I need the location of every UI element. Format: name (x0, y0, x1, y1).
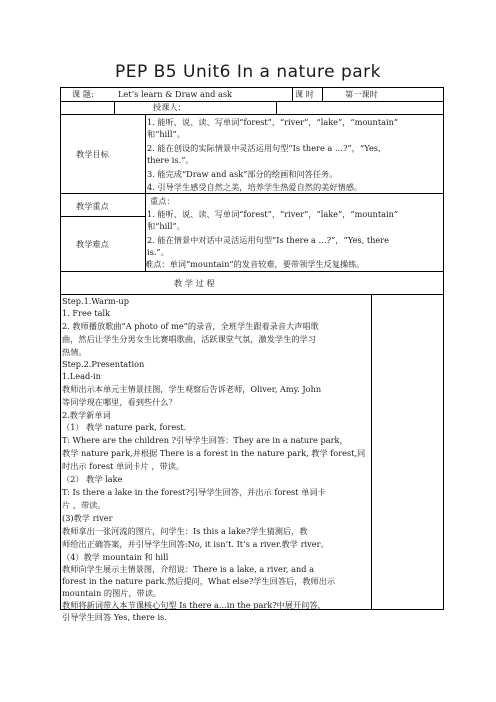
process-line: 1.Lead-in (62, 371, 101, 381)
rule-h-teacher (60, 101, 444, 102)
key-points-line-3: 和“hill”。 (147, 221, 185, 231)
process-line: 1. Free talk (62, 308, 111, 318)
class-hour-value: 第一课时 (345, 89, 378, 99)
objectives-line-6: 4. 引导学生感受自然之美，培养学生热爱自然的美好情感。 (147, 182, 363, 192)
process-line: 时出示 forest 单词卡片 ，带读。 (62, 461, 185, 471)
rule-h-difficult (60, 216, 145, 217)
process-line: T: Is there a lake in the forest?引导学生回答，并出示 forest 单词卡 (62, 487, 326, 497)
process-line: forest in the nature park.然后提问，What else?学生回答后，教师出示 (62, 576, 336, 586)
rule-v-labels (145, 114, 146, 272)
process-line: 2. 教师播放歌曲“A photo of me”的录音，全班学生跟着录音大声唱歌 (62, 321, 319, 331)
difficult-points-label: 教学难点 (76, 239, 109, 249)
rule-v-teacher-right (276, 101, 277, 114)
objectives-line-5: 3. 能完成“Draw and ask”部分的绘画和问答任务。 (147, 169, 338, 179)
class-hour-label: 课 时 (295, 89, 314, 99)
process-line: Step.1.Warm-up (62, 296, 129, 306)
process-line: (3)教学 river (62, 513, 113, 523)
process-line: 教师拿出一张河流的图片，问学生：Is this a lake?学生猜测后，教 (62, 526, 308, 536)
process-line: （1） 教学 nature park, forest. (62, 422, 187, 432)
topic-value: Let’s learn & Draw and ask (118, 89, 233, 99)
process-line: 师给出正确答案，并引导学生回答:No, it isn’t. It’s a river.教学 river。 (62, 539, 329, 549)
process-line: Step.2.Presentation (62, 359, 145, 369)
process-header: 教 学 过 程 (174, 278, 215, 288)
process-line: 热情。 (62, 347, 87, 357)
objectives-label: 教学目标 (76, 149, 109, 159)
process-line: （4）教学 mountain 和 hill (62, 552, 169, 562)
objectives-line-3: 2. 能在创设的实际情景中灵活运用句型“Is there a …?”，“Yes, (147, 143, 381, 153)
key-points-line-5: is.”。 (147, 247, 169, 257)
document-title: PEP B5 Unit6 In a nature park (114, 62, 382, 82)
rule-h-keypoints (60, 193, 444, 194)
key-points-line-1: 重点： (150, 196, 175, 206)
process-line: 教师出示本单元主情景挂图，学生观察后告诉老师，Oliver, Amy. John (62, 384, 322, 394)
process-line: 等同学现在哪里，看到些什么？ (62, 397, 177, 407)
process-line: 2.教学新单词 (62, 410, 111, 420)
process-line: 教师将新词带入本节课核心句型 Is there a...in the park?中展开问答， (62, 600, 326, 610)
process-line: 引导学生回答 Yes, there is. (62, 612, 167, 622)
key-points-line-2: 1. 能听、说、读、写单词“forest”，“river”，“lake”，“mountain” (147, 209, 399, 219)
rule-h-header (60, 271, 444, 272)
rule-h-objectives (60, 114, 444, 115)
rule-v-teacher-left (114, 101, 115, 114)
process-line: mountain 的图片，带读。 (62, 588, 162, 598)
process-line: 教师向学生展示主情景图，介绍说：There is a lake, a river, and a (62, 564, 314, 574)
process-line: 教学 nature park,并根据 There is a forest in the nature park, 教学 forest,同 (62, 448, 366, 458)
process-line: 曲，然后让学生分男女生比赛唱歌曲，活跃课堂气氛，激发学生的学习 (62, 334, 316, 344)
objectives-line-2: 和“hill”。 (147, 129, 185, 139)
process-line: 片 ，带读。 (62, 500, 106, 510)
rule-v-hour-right (322, 87, 323, 101)
objectives-line-1: 1. 能听、说、读、写单词“forest”，“river”，“lake”，“mountain” (147, 117, 399, 127)
teacher-label: 授课人： (153, 102, 186, 112)
rule-v-process-notes (371, 294, 372, 610)
rule-v-hour-left (292, 87, 293, 101)
objectives-line-4: there is.”。 (147, 155, 194, 165)
rule-v-right (443, 87, 444, 610)
topic-label: 课 题: (72, 89, 94, 99)
key-points-label: 教学重点 (76, 201, 109, 211)
difficult-points-line: 难点：单词“mountain”的发音较难，要带领学生反复操练。 (145, 259, 365, 269)
process-line: （2） 教学 lake (62, 474, 123, 484)
rule-v-left (60, 87, 61, 610)
key-points-line-4: 2. 能在情景中对话中灵活运用句型“Is there a …?”，“Yes, there (147, 235, 389, 245)
process-line: T: Where are the children ?引导学生回答：They are in a nature park， (62, 435, 348, 445)
